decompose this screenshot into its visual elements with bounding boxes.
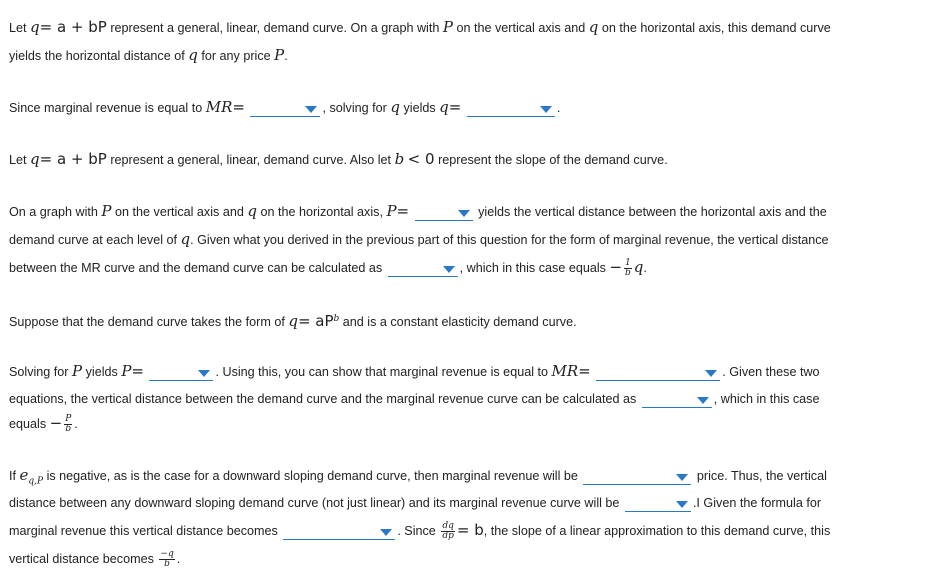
q7-text: marginal revenue this vertical distance becomes (9, 524, 278, 538)
q3-text: represent a general, linear, demand curve. Also let (110, 153, 392, 167)
math-exponent-b: b (333, 314, 340, 324)
q4-text: demand curve at each level of (9, 233, 178, 247)
q6-text: Solving for (9, 365, 69, 379)
q7-line3 (9, 519, 931, 541)
math-e: e (19, 466, 29, 484)
math-less-than-zero: < 0 (407, 150, 435, 168)
math-MR: MR (205, 98, 233, 116)
math-q: q (390, 98, 400, 116)
q1-text: for any price (201, 49, 271, 63)
chevron-down-icon (705, 370, 717, 377)
q2-line1 (9, 96, 931, 118)
math-P: P (72, 362, 83, 380)
period: . (556, 101, 561, 115)
math-q: q (30, 18, 40, 36)
math-equals: = (131, 362, 144, 380)
math-q: q (439, 98, 449, 116)
period: . (74, 417, 78, 431)
mr-constant-elasticity-dropdown[interactable] (596, 364, 720, 381)
q7-text: is negative, as is the case for a downward sloping demand curve, then marginal revenue will be (46, 469, 578, 483)
math-q: q (247, 202, 257, 220)
math-MR: MR (551, 362, 579, 380)
q2-text: yields (403, 101, 436, 115)
math-b: b (394, 150, 405, 168)
q7-text: vertical distance becomes (9, 552, 154, 566)
mr-dropdown[interactable] (250, 100, 320, 117)
chevron-down-icon (443, 266, 455, 273)
q3-text: Let (9, 153, 27, 167)
p-solution-dropdown[interactable] (149, 364, 213, 381)
fraction-numerator: P (65, 414, 72, 425)
chevron-down-icon (697, 397, 709, 404)
fraction-dq-over-dp (441, 522, 455, 541)
q6-text: . Using this, you can show that marginal revenue is equal to (215, 365, 549, 379)
fraction-one-over-b (624, 259, 632, 278)
math-equals: = (578, 362, 591, 380)
chevron-down-icon (540, 106, 552, 113)
q6-text: . Given these two (722, 365, 820, 379)
q2-text: , solving for (322, 101, 387, 115)
q4-line3 (9, 256, 931, 278)
q5-text: Suppose that the demand curve takes the form of (9, 315, 285, 330)
q6-text: , which in this case (713, 392, 820, 406)
vertical-distance-ce-dropdown[interactable] (642, 391, 712, 408)
math-P: P (101, 202, 112, 220)
chevron-down-icon (305, 106, 317, 113)
q1-line1 (9, 16, 931, 38)
math-minus: − (609, 258, 623, 276)
q5-line1 (9, 308, 931, 330)
math-constant-elasticity-eq: = aP (297, 312, 334, 331)
math-q: q (588, 18, 599, 36)
fraction-p-over-b (64, 415, 72, 434)
q4-line2 (9, 228, 931, 250)
fraction-denominator: dp (442, 531, 454, 542)
math-equals: = (232, 98, 245, 116)
mr-vs-price-dropdown[interactable] (583, 468, 691, 485)
math-equals: = (448, 98, 462, 116)
q3-text: represent the slope of the demand curve. (438, 153, 668, 167)
fraction-numerator: dq (442, 521, 454, 532)
period: . (176, 552, 181, 566)
math-P: P (274, 46, 285, 64)
q1-text: on the vertical axis and (456, 21, 586, 35)
q6-line1 (9, 360, 931, 382)
q1-text: on the horizontal axis, this demand curve (601, 21, 831, 35)
vertical-distance-dropdown[interactable] (388, 260, 458, 277)
q1-text: represent a general, linear, demand curve. On a graph with (110, 21, 440, 35)
q4-text: on the horizontal axis, (260, 205, 383, 219)
q4-text: on the vertical axis and (115, 205, 244, 219)
chevron-down-icon (380, 529, 392, 536)
math-q: q (288, 312, 298, 331)
math-equals: = (396, 202, 410, 220)
q7-text: , the slope of a linear approximation to this demand curve, this (483, 524, 831, 538)
q4-text: yields the vertical distance between the horizontal axis and the (478, 205, 827, 219)
q2-text: Since marginal revenue is equal to (9, 101, 203, 115)
q7-text: .I Given the formula for (692, 496, 822, 510)
q5-text: and is a constant elasticity demand curve. (342, 315, 577, 330)
q-solution-dropdown[interactable] (467, 100, 555, 117)
math-equals-b: = b (456, 521, 484, 539)
q4-text: between the MR curve and the demand curve can be calculated as (9, 261, 383, 275)
q6-text: equals (9, 417, 47, 431)
fraction-numerator: −q (160, 549, 174, 560)
q7-line1 (9, 464, 931, 486)
chevron-down-icon (198, 370, 210, 377)
q7-text: price. Thus, the vertical (696, 469, 827, 483)
q7-text: distance between any downward sloping demand curve (not just linear) and its marginal revenue curve will be (9, 496, 620, 510)
q7-line2 (9, 492, 931, 514)
q1-text: yields the horizontal distance of (9, 49, 185, 63)
math-q: q (633, 258, 644, 276)
q7-text: . Since (397, 524, 436, 538)
q3-line1 (9, 148, 931, 170)
chevron-down-icon (676, 474, 688, 481)
fraction-denominator: b (164, 559, 170, 570)
q4-text: , which in this case equals (459, 261, 606, 275)
q7-line4 (9, 548, 931, 570)
fraction-neg-q-over-b (159, 550, 174, 569)
q6-line2 (9, 388, 931, 410)
chevron-down-icon (676, 501, 688, 508)
q6-text: equations, the vertical distance between the demand curve and the marginal revenue curve can be calculated as (9, 392, 637, 406)
distance-sign-dropdown[interactable] (625, 495, 691, 512)
math-q: q (30, 150, 40, 168)
math-subscript-qp: q,P (28, 476, 44, 487)
math-minus: − (49, 414, 63, 432)
math-q: q (188, 46, 198, 64)
math-P: P (442, 18, 453, 36)
fraction-numerator: 1 (625, 258, 631, 269)
inverse-demand-dropdown[interactable] (415, 204, 473, 221)
math-demand-eq: = a + bP (39, 18, 107, 36)
q4-line1 (9, 200, 931, 222)
math-demand-eq: = a + bP (39, 150, 107, 168)
math-P: P (121, 362, 132, 380)
distance-formula-dropdown[interactable] (283, 523, 395, 540)
q6-text: yields (85, 365, 118, 379)
period: . (284, 49, 288, 63)
q4-text: On a graph with (9, 205, 98, 219)
chevron-down-icon (458, 210, 470, 217)
q6-line3 (9, 412, 931, 434)
q1-text: Let (9, 21, 27, 35)
q1-line2 (9, 44, 931, 66)
q7-text: If (9, 469, 16, 483)
math-P: P (386, 202, 397, 220)
math-q: q (180, 230, 191, 248)
period: . (643, 261, 647, 275)
q4-text: . Given what you derived in the previous part of this question for the form of marginal revenue, the vertical distance (190, 233, 829, 247)
fraction-denominator: b (625, 268, 631, 279)
fraction-denominator: b (65, 424, 72, 435)
